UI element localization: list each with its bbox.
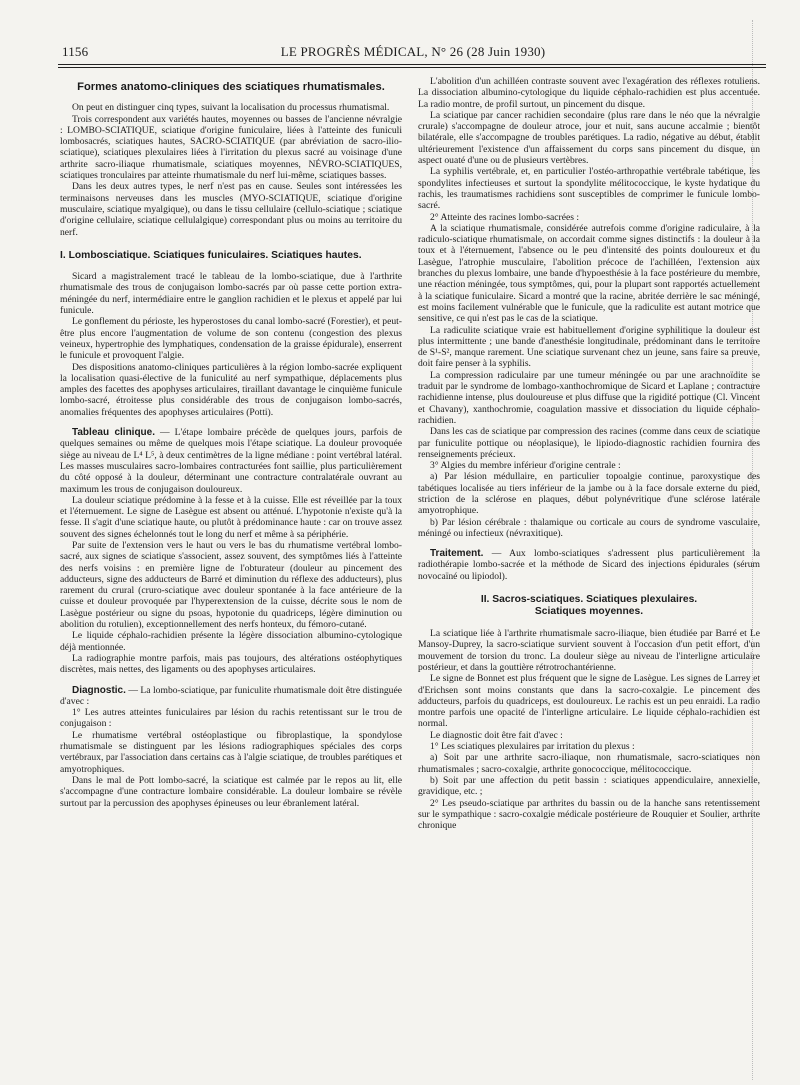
paragraph-diagnostic xyxy=(60,685,402,708)
paragraph: a) Soit par une arthrite sacro-iliaque, non rhumatismale, sacro-sciatiques non rhumatismales ; sacro-coxalgie, arthrite gonococcique, mélitococcique. xyxy=(418,752,760,775)
paragraph: La douleur sciatique prédomine à la fesse et à la cuisse. Elle est réveillée par la toux et l'éternuement. Le signe de Lasègue est absent ou atténué. L'hypotonie n'existe qu'à la fesse. Il s'agit d'une sciatique haute, ou plutôt à prédominance haute : car on trouve assez souvent des signes échelonnés tout le long du nerf et même à sa périphérie. xyxy=(60,494,402,540)
header-rule xyxy=(58,64,766,65)
paragraph: Dans le mal de Pott lombo-sacré, la sciatique est calmée par le repos au lit, elle s'accompagne d'une contracture lombaire considérable. La douleur lombaire se révèle surtout par la percussion des apophyses épineuses ou leur ébranlement latéral. xyxy=(60,774,402,809)
section-title xyxy=(418,594,760,618)
paragraph: b) Par lésion cérébrale : thalamique ou corticale au cours de syndrome vasculaire, méningé ou infectieux (névraxitique). xyxy=(418,516,760,539)
paragraph: 1° Les autres atteintes funiculaires par lésion du rachis retentissant sur le trou de conjugaison : xyxy=(60,707,402,730)
article-title: Formes anatomo-cliniques des sciatiques rhumatismales. xyxy=(77,81,385,93)
paragraph: b) Soit par une affection du petit bassin : sciatiques appendiculaire, annexielle, gravidique, etc. ; xyxy=(418,774,760,798)
paragraph: 3° Algies du membre inférieur d'origine centrale : xyxy=(430,460,621,472)
paragraph: Sicard a magistralement tracé le tableau de la lombo-sciatique, due à l'arthrite rhumatismale des trous de conjugaison lombo-sacrés par où passe cette portion extra-méningée du nerf, intermédiaire entre le ganglion rachidien et le plexus et appelé par lui funicule. xyxy=(60,271,402,317)
paragraph: a) Par lésion médullaire, en particulier topoalgie continue, paroxystique des tabétiques localisée au tiers inférieur de la jambe ou à la face dorsale externe du pied, striction de la sclérose en plaques, début polynévritique d'une sclérose latérale amyotrophique. xyxy=(418,471,760,517)
paragraph: La sciatique liée à l'arthrite rhumatismale sacro-iliaque, bien étudiée par Barré et Le Mansoy-Duprey, la sacro-sciatique survient souvent à l'occasion d'un petit effort, d'un mouvement de torsion du tronc. La douleur siège au niveau de l'interligne articulaire postérieur, et dans la gouttière rétrotrochantérienne. xyxy=(418,628,760,673)
left-column xyxy=(60,76,402,809)
paragraph: La compression radiculaire par une tumeur méningée ou par une arachnoïdite se traduit par le syndrome de lombago-xanthochromique de Sicard et Laplane ; contracture rachidienne intense, plus douloureuse et plus diffuse que la rigidité pottique (Cl. Vincent et Chavany), xanthochromie, coagulation massive et dissociation du liquide céphalo-rachidien. xyxy=(418,369,760,426)
paragraph: Le gonflement du périoste, les hyperostoses du canal lombo-sacré (Forestier), et peut-être plus encore l'augmentation de volume de son contenu (congestion des plexus veineux, hypertrophie des lymphatiques, condensation de la graisse épidurale), enserrent le funicule et provoquent l'algie. xyxy=(60,316,402,362)
section-title: I. Lombosciatique. Sciatiques funiculaires. Sciatiques hautes. xyxy=(60,249,362,261)
paragraph: 2° Atteinte des racines lombo-sacrées : xyxy=(430,211,580,223)
paragraph: Des dispositions anatomo-cliniques particulières à la région lombo-sacrée expliquent la localisation quasi-élective de la funiculité au nerf sympathique, déplacements plus amples des facettes des apophyses articulaires, tiraillant davantage le cinquième funicule lombo-sacré, étroitesse plus considérable des trous de conjugaison lombo-sacrés, anomalies fréquentes des apophyses articulaires (Potti). xyxy=(60,361,402,418)
paragraph-text: — L'étape lombaire précède de quelques jours, parfois de quelques semaines ou même de quelques mois l'étape sciatique. La douleur provoquée siège au niveau de L⁴ L⁵, à deux centimètres de la ligne médiane : point vertébral latéral. Les masses musculaires sacro-lombaires contracturées font saillie, plus particulièrement du côté opposé à la douleur, déterminant une contracture contralatérale ouvrant au maximum les trous de conjugaison douloureux. xyxy=(60,427,402,495)
paragraph: Trois correspondent aux variétés hautes, moyennes ou basses de l'ancienne névralgie : LOMBO-SCIATIQUE, sciatique d'origine funiculaire, liées à l'atteinte des funiculi lombosacrés, sciatiques hautes, SACRO-SCIATIQUE (par abréviation de sacro-ilio-sciatique), sciatiques plexulaires liées à l'irritation du plexus sacré au voisinage d'une arthrite sacro-iliaque rhumatismale, sciatiques moyennes, NÉVRO-SCIATIQUES, sciatiques tronculaires par atteinte rhumatismale du nerf lui-même, sciatiques basses. xyxy=(60,113,402,182)
paragraph: La sciatique par cancer rachidien secondaire (plus rare dans le néo que la névralgie crurale) s'accompagne de douleur atroce, jour et nuit, sans aucune accalmie ; bientôt bilatérale, elle s'accompagne de troubles parétiques. La radio, négative au début, établit ultérieurement l'existence d'un affaissement du corps sans pincement du disque, un aspect ouaté d'une ou de plusieurs vertèbres. xyxy=(418,109,760,167)
paragraph: 2° Les pseudo-sciatique par arthrites du bassin ou de la hanche sans retentissement sur le sympathique : sacro-coxalgie médicale postérieure de Rouquier et Soulier, arthrite chronique xyxy=(418,797,760,832)
journal-title: LE PROGRÈS MÉDICAL, N° 26 (28 Juin 1930) xyxy=(280,44,546,59)
subheading-tableau-clinique: Tableau clinique. xyxy=(72,427,156,439)
paragraph: Le liquide céphalo-rachidien présente la légère dissociation albumino-cytologique déjà mentionnée. xyxy=(60,630,402,653)
paragraph: La radiographie montre parfois, mais pas toujours, des altérations ostéophytiques discrètes, mais nettes, des ligaments ou des apophyses articulaires. xyxy=(60,652,402,676)
page-number: 1156 xyxy=(62,44,89,59)
paragraph: Dans les deux autres types, le nerf n'est pas en cause. Seules sont intéressées les terminaisons nerveuses dans les muscles (MYO-SCIATIQUE, sciatique d'origine musculaire, sciatique myalgique), ou dans le tissu cellulaire (cellulo-sciatique ; sciatique d'origine cellulaire, sciatique cellulalgique) correspondant plus ou moins au territoire du nerf. xyxy=(60,181,402,238)
paragraph-tableau xyxy=(60,427,402,495)
paragraph: Le signe de Bonnet est plus fréquent que le signe de Lasègue. Les signes de Larrey et d'Erichsen sont moins constants que dans la sacro-coxalgie. Le pincement des adducteurs, parfois du quadriceps, est douloureux. Le rachis est un peu enraidi. La radio montre parfois une opacité de l'interligne articulaire. Le liquide céphalo-rachidien est normal. xyxy=(418,673,760,730)
paragraph: 1° Les sciatiques plexulaires par irritation du plexus : xyxy=(430,741,635,753)
paragraph: Dans les cas de sciatique par compression des racines (comme dans ceux de sciatique par funiculite pottique ou néoplasique), le lipiodo-diagnostic rachidien fournira des renseignements précieux. xyxy=(418,426,760,460)
paragraph-traitement xyxy=(418,548,760,582)
section-title-line: Sciatiques moyennes. xyxy=(534,606,644,618)
right-column xyxy=(418,76,760,831)
paragraph: On peut en distinguer cinq types, suivant la localisation du processus rhumatismal. xyxy=(72,102,390,114)
subheading-diagnostic: Diagnostic. xyxy=(72,684,126,696)
header-rule-double xyxy=(58,67,766,68)
subheading-traitement: Traitement. xyxy=(430,548,484,560)
paragraph-text: — La lombo-sciatique, par funiculite rhumatismale doit être distinguée d'avec : xyxy=(60,684,402,707)
paragraph: La syphilis vertébrale, et, en particulier l'ostéo-arthropathie vertébrale tabétique, les spondylites infectieuses et surtout la spondylite mélitococcique, le kyste hydatique du rachis, les traumatismes rachidiens sont susceptibles de comprimer le funicule lombo-sacré. xyxy=(418,166,760,212)
paragraph: Le rhumatisme vertébral ostéoplastique ou fibroplastique, la spondylose rhumatismale se distinguent par les lésions radiographiques spéciales des corps vertébraux, par l'association dans certains cas à l'algie sciatique, de troubles parétiques et amyotrophiques. xyxy=(60,729,402,775)
paragraph: La radiculite sciatique vraie est habituellement d'origine syphilitique la douleur est plus intermittente ; une bande d'anesthésie longitudinale, prédominant dans le territoire de S¹-S², manque rarement. Une sciatique survenant chez un jeune, sans faire sa preuve, doit faire penser à la syphilis. xyxy=(418,324,760,370)
paragraph-text: — Aux lombo-sciatiques s'adressent plus particulièrement la radiothérapie lombo-sacrée et la méthode de Sicard des injections épidurales (sérum novocaïné ou lipiodol). xyxy=(418,548,760,582)
paragraph: Par suite de l'extension vers le haut ou vers le bas du rhumatisme vertébral lombo-sacré, aux signes de sciatique s'associent, assez souvent, des symptômes liés à l'atteinte des nerfs voisins : en première ligne de l'obturateur (douleur au pincement des adducteurs, signe des adducteurs de Barré et diminution du réflexe des adducteurs), plus rarement du crural (cruro-sciatique avec douleur spontanée à la face antérieure de la cuisse et douleur provoquée par l'hyperextension de la cuisse, décrite sous le nom de Lasègue postérieur ou signe du psoas, hypotonie du quadriceps, légère diminution ou abolition du rotulien), exceptionnellement des nerfs honteux, du fémoro-cutané. xyxy=(60,539,402,631)
paragraph: Le diagnostic doit être fait d'avec : xyxy=(430,729,563,741)
paragraph: L'abolition d'un achilléen contraste souvent avec l'exagération des réflexes rotuliens. La dissociation albumino-cytologique du liquide céphalo-rachidien est plus accentuée. La radio montre, de profil surtout, un pincement du disque. xyxy=(418,76,760,110)
section-title-line: II. Sacros-sciatiques. Sciatiques plexulaires. xyxy=(480,594,698,606)
page-header xyxy=(62,44,764,64)
paragraph: A la sciatique rhumatismale, considérée autrefois comme d'origine radiculaire, à la radiculo-sciatique rhumatismale, on accordait comme signes distinctifs : la douleur à la toux et à l'éternuement, l'absence ou le peu d'intensité des points douloureux et du Lasègue, l'atrophie musculaire, l'abolition précoce de l'achilléen, l'extension aux branches du plexus lombaire, une bande d'hypoesthésie à la face postérieure du membre, une réaction méningée, tous symptômes, qui, pour la plupart sont rapportés actuellement à la sciatique funiculaire. Sicard a montré que la racine, abritée derrière le sac méningé, est moins facilement vulnérable que le funicule, que la radiculite est autant motrice que sensitive, ce qui n'est pas le cas de la sciatique. xyxy=(418,222,760,325)
